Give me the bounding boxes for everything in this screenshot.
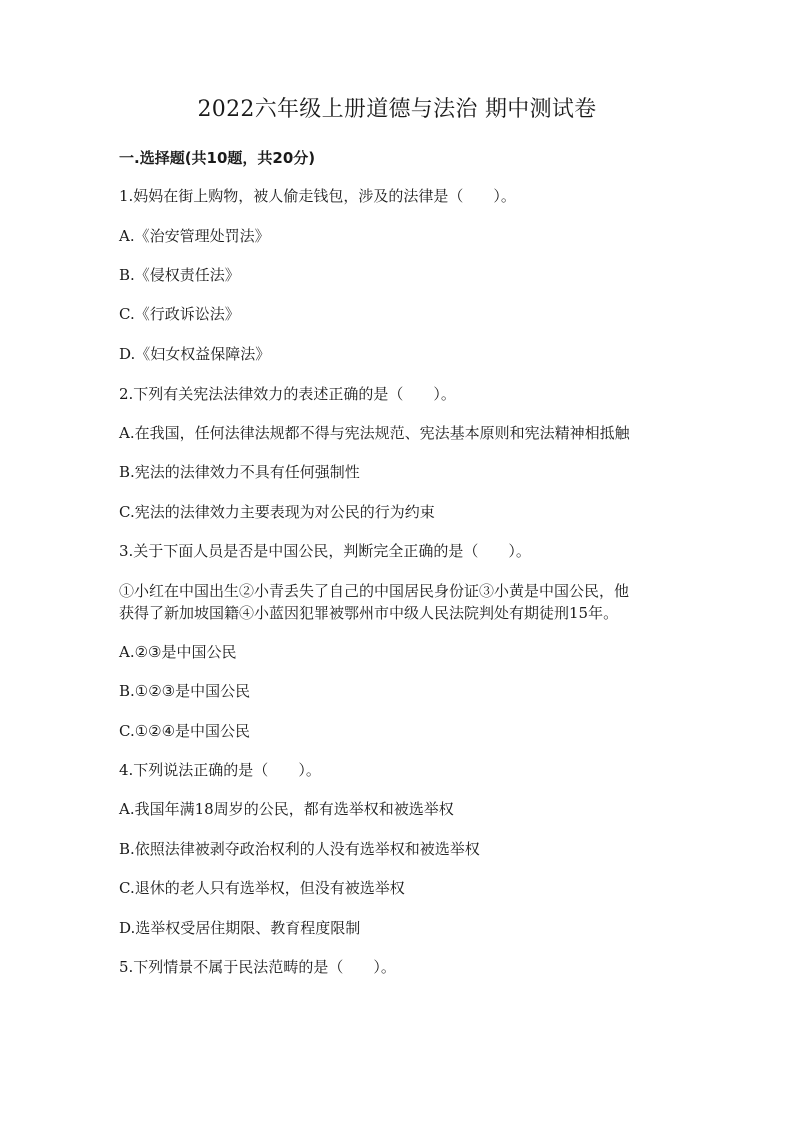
question-3-context-line-1: ①小红在中国出生②小青丢失了自己的中国居民身份证③小黄是中国公民，他 [119, 582, 630, 600]
question-4-option-c: C.退休的老人只有选举权，但没有被选举权 [119, 879, 405, 897]
question-1-option-b: B.《侵权责任法》 [119, 266, 240, 284]
question-4-option-d: D.选举权受居住期限、教育程度限制 [119, 919, 361, 937]
page-title: 2022六年级上册道德与法治 期中测试卷 [197, 97, 597, 122]
question-2-option-b: B.宪法的法律效力不具有任何强制性 [119, 463, 360, 481]
question-3-option-b: B.①②③是中国公民 [119, 682, 251, 700]
section-heading: 一.选择题(共10题，共20分) [119, 149, 316, 167]
question-4-stem: 4.下列说法正确的是（ ）。 [119, 761, 321, 779]
question-2-option-a: A.在我国，任何法律法规都不得与宪法规范、宪法基本原则和宪法精神相抵触 [119, 424, 630, 442]
question-3-context-line-2: 获得了新加坡国籍④小蓝因犯罪被鄂州市中级人民法院判处有期徒刑15年。 [119, 604, 619, 622]
question-2-option-c: C.宪法的法律效力主要表现为对公民的行为约束 [119, 503, 435, 521]
question-4-option-a: A.我国年满18周岁的公民，都有选举权和被选举权 [119, 800, 454, 818]
question-2-stem: 2.下列有关宪法法律效力的表述正确的是（ ）。 [119, 385, 456, 403]
question-1-stem: 1.妈妈在街上购物，被人偷走钱包，涉及的法律是（ ）。 [119, 187, 516, 205]
question-4-option-b: B.依照法律被剥夺政治权利的人没有选举权和被选举权 [119, 840, 480, 858]
question-1-option-c: C.《行政诉讼法》 [119, 305, 240, 323]
question-1-option-a: A.《治安管理处罚法》 [119, 227, 270, 245]
question-1-option-d: D.《妇女权益保障法》 [119, 345, 271, 363]
question-5-stem: 5.下列情景不属于民法范畴的是（ ）。 [119, 958, 396, 976]
question-3-option-c: C.①②④是中国公民 [119, 722, 251, 740]
question-3-stem: 3.关于下面人员是否是中国公民，判断完全正确的是（ ）。 [119, 542, 531, 560]
question-3-option-a: A.②③是中国公民 [119, 643, 237, 661]
